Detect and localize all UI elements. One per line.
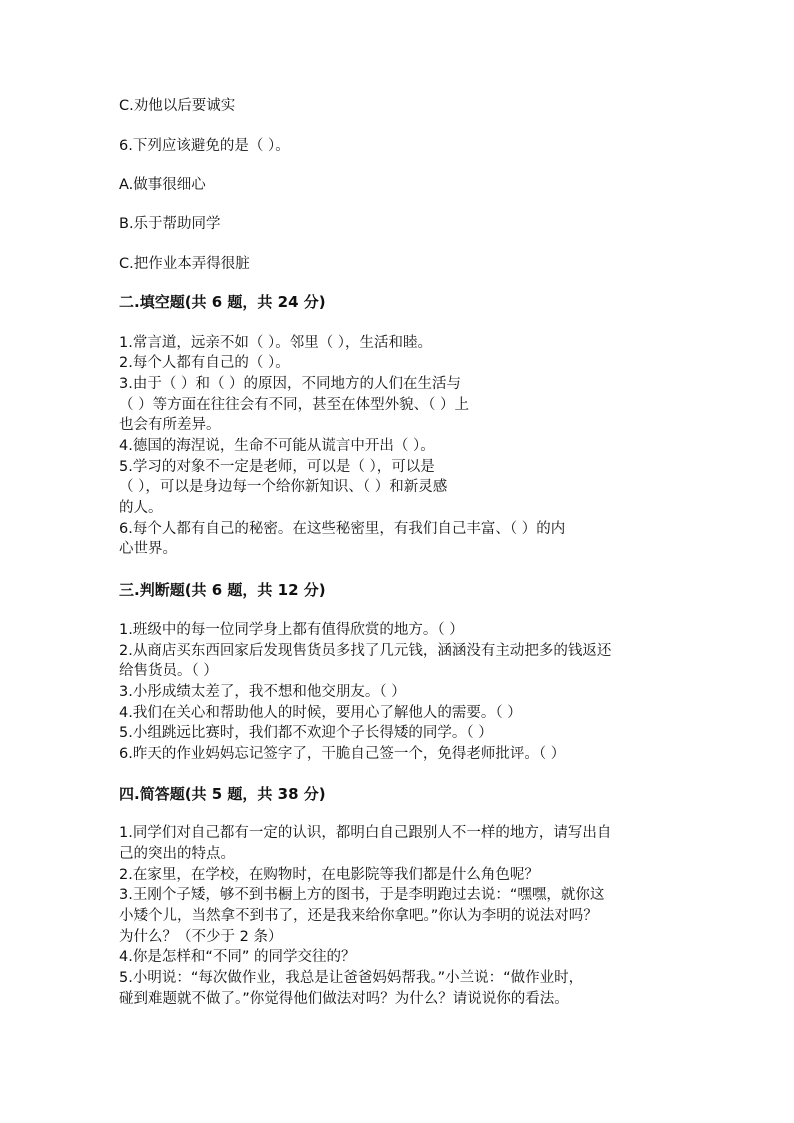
section-4-heading: 四.简答题(共 5 题，共 38 分)	[119, 785, 326, 803]
option-5c: C.劝他以后要诚实	[119, 98, 236, 114]
section-2-line: 2.每个人都有自己的（ ）。	[119, 355, 290, 371]
section-4-line: 小矮个儿，当然拿不到书了，还是我来给你拿吧。”你认为李明的说法对吗？	[119, 908, 598, 924]
section-2-heading: 二.填空题(共 6 题，共 24 分)	[119, 293, 326, 311]
section-2-line: 3.由于（ ）和（ ）的原因，不同地方的人们在生活与	[119, 376, 462, 392]
section-2-line: 4.德国的海涅说，生命不可能从谎言中开出（ ）。	[119, 438, 435, 454]
section-2-line: 6.每个人都有自己的秘密。在这些秘密里，有我们自己丰富、（ ）的内	[119, 521, 566, 537]
section-3-heading: 三.判断题(共 6 题，共 12 分)	[119, 581, 326, 599]
section-2-line: 1.常言道，远亲不如（ ）。邻里（ ），生活和睦。	[119, 335, 433, 351]
section-2-line: 5.学习的对象不一定是老师，可以是（ ），可以是	[119, 459, 435, 475]
section-2-line: （ ），可以是身边每一个给你新知识、（ ）和新灵感	[119, 479, 448, 495]
section-3-line: 6.昨天的作业妈妈忘记签字了，干脆自己签一个，免得老师批评。（ ）	[119, 746, 566, 762]
section-4-line: 为什么？（不少于 2 条）	[119, 929, 283, 945]
section-4-line: 4.你是怎样和“不同” 的同学交往的？	[119, 949, 356, 965]
section-3-line: 1.班级中的每一位同学身上都有值得欣赏的地方。（ ）	[119, 622, 464, 638]
section-3-line: 5.小组跳远比赛时，我们都不欢迎个子长得矮的同学。（ ）	[119, 725, 493, 741]
section-4-line: 3.王刚个子矮，够不到书橱上方的图书，于是李明跑过去说：“嘿嘿，就你这	[119, 887, 605, 903]
section-2-line: 也会有所差异。	[119, 417, 221, 433]
section-2-line: 心世界。	[119, 541, 177, 557]
section-2-line: （ ）等方面在往往会有不同，甚至在体型外貌、（ ）上	[119, 397, 469, 413]
section-2-line: 的人。	[119, 500, 163, 516]
section-4-line: 5.小明说：“每次做作业，我总是让爸爸妈妈帮我。”小兰说：“做作业时，	[119, 970, 584, 986]
section-4-line: 碰到难题就不做了。”你觉得他们做法对吗？为什么？请说说你的看法。	[119, 991, 569, 1007]
question-6-option-a: A.做事很细心	[119, 177, 206, 193]
section-3-line: 2.从商店买东西回家后发现售货员多找了几元钱，涵涵没有主动把多的钱返还	[119, 643, 612, 659]
section-4-line: 1.同学们对自己都有一定的认识，都明白自己跟别人不一样的地方，请写出自	[119, 825, 612, 841]
section-4-line: 己的突出的特点。	[119, 846, 235, 862]
section-4-line: 2.在家里，在学校，在购物时，在电影院等我们都是什么角色呢？	[119, 867, 539, 883]
question-6-option-b: B.乐于帮助同学	[119, 216, 221, 232]
question-6-option-c: C.把作业本弄得很脏	[119, 256, 250, 272]
question-6-stem: 6.下列应该避免的是（ ）。	[119, 138, 290, 154]
section-3-line: 4.我们在关心和帮助他人的时候，要用心了解他人的需要。（ ）	[119, 705, 522, 721]
section-3-line: 给售货员。（ ）	[119, 663, 218, 679]
section-3-line: 3.小彤成绩太差了，我不想和他交朋友。（ ）	[119, 684, 406, 700]
